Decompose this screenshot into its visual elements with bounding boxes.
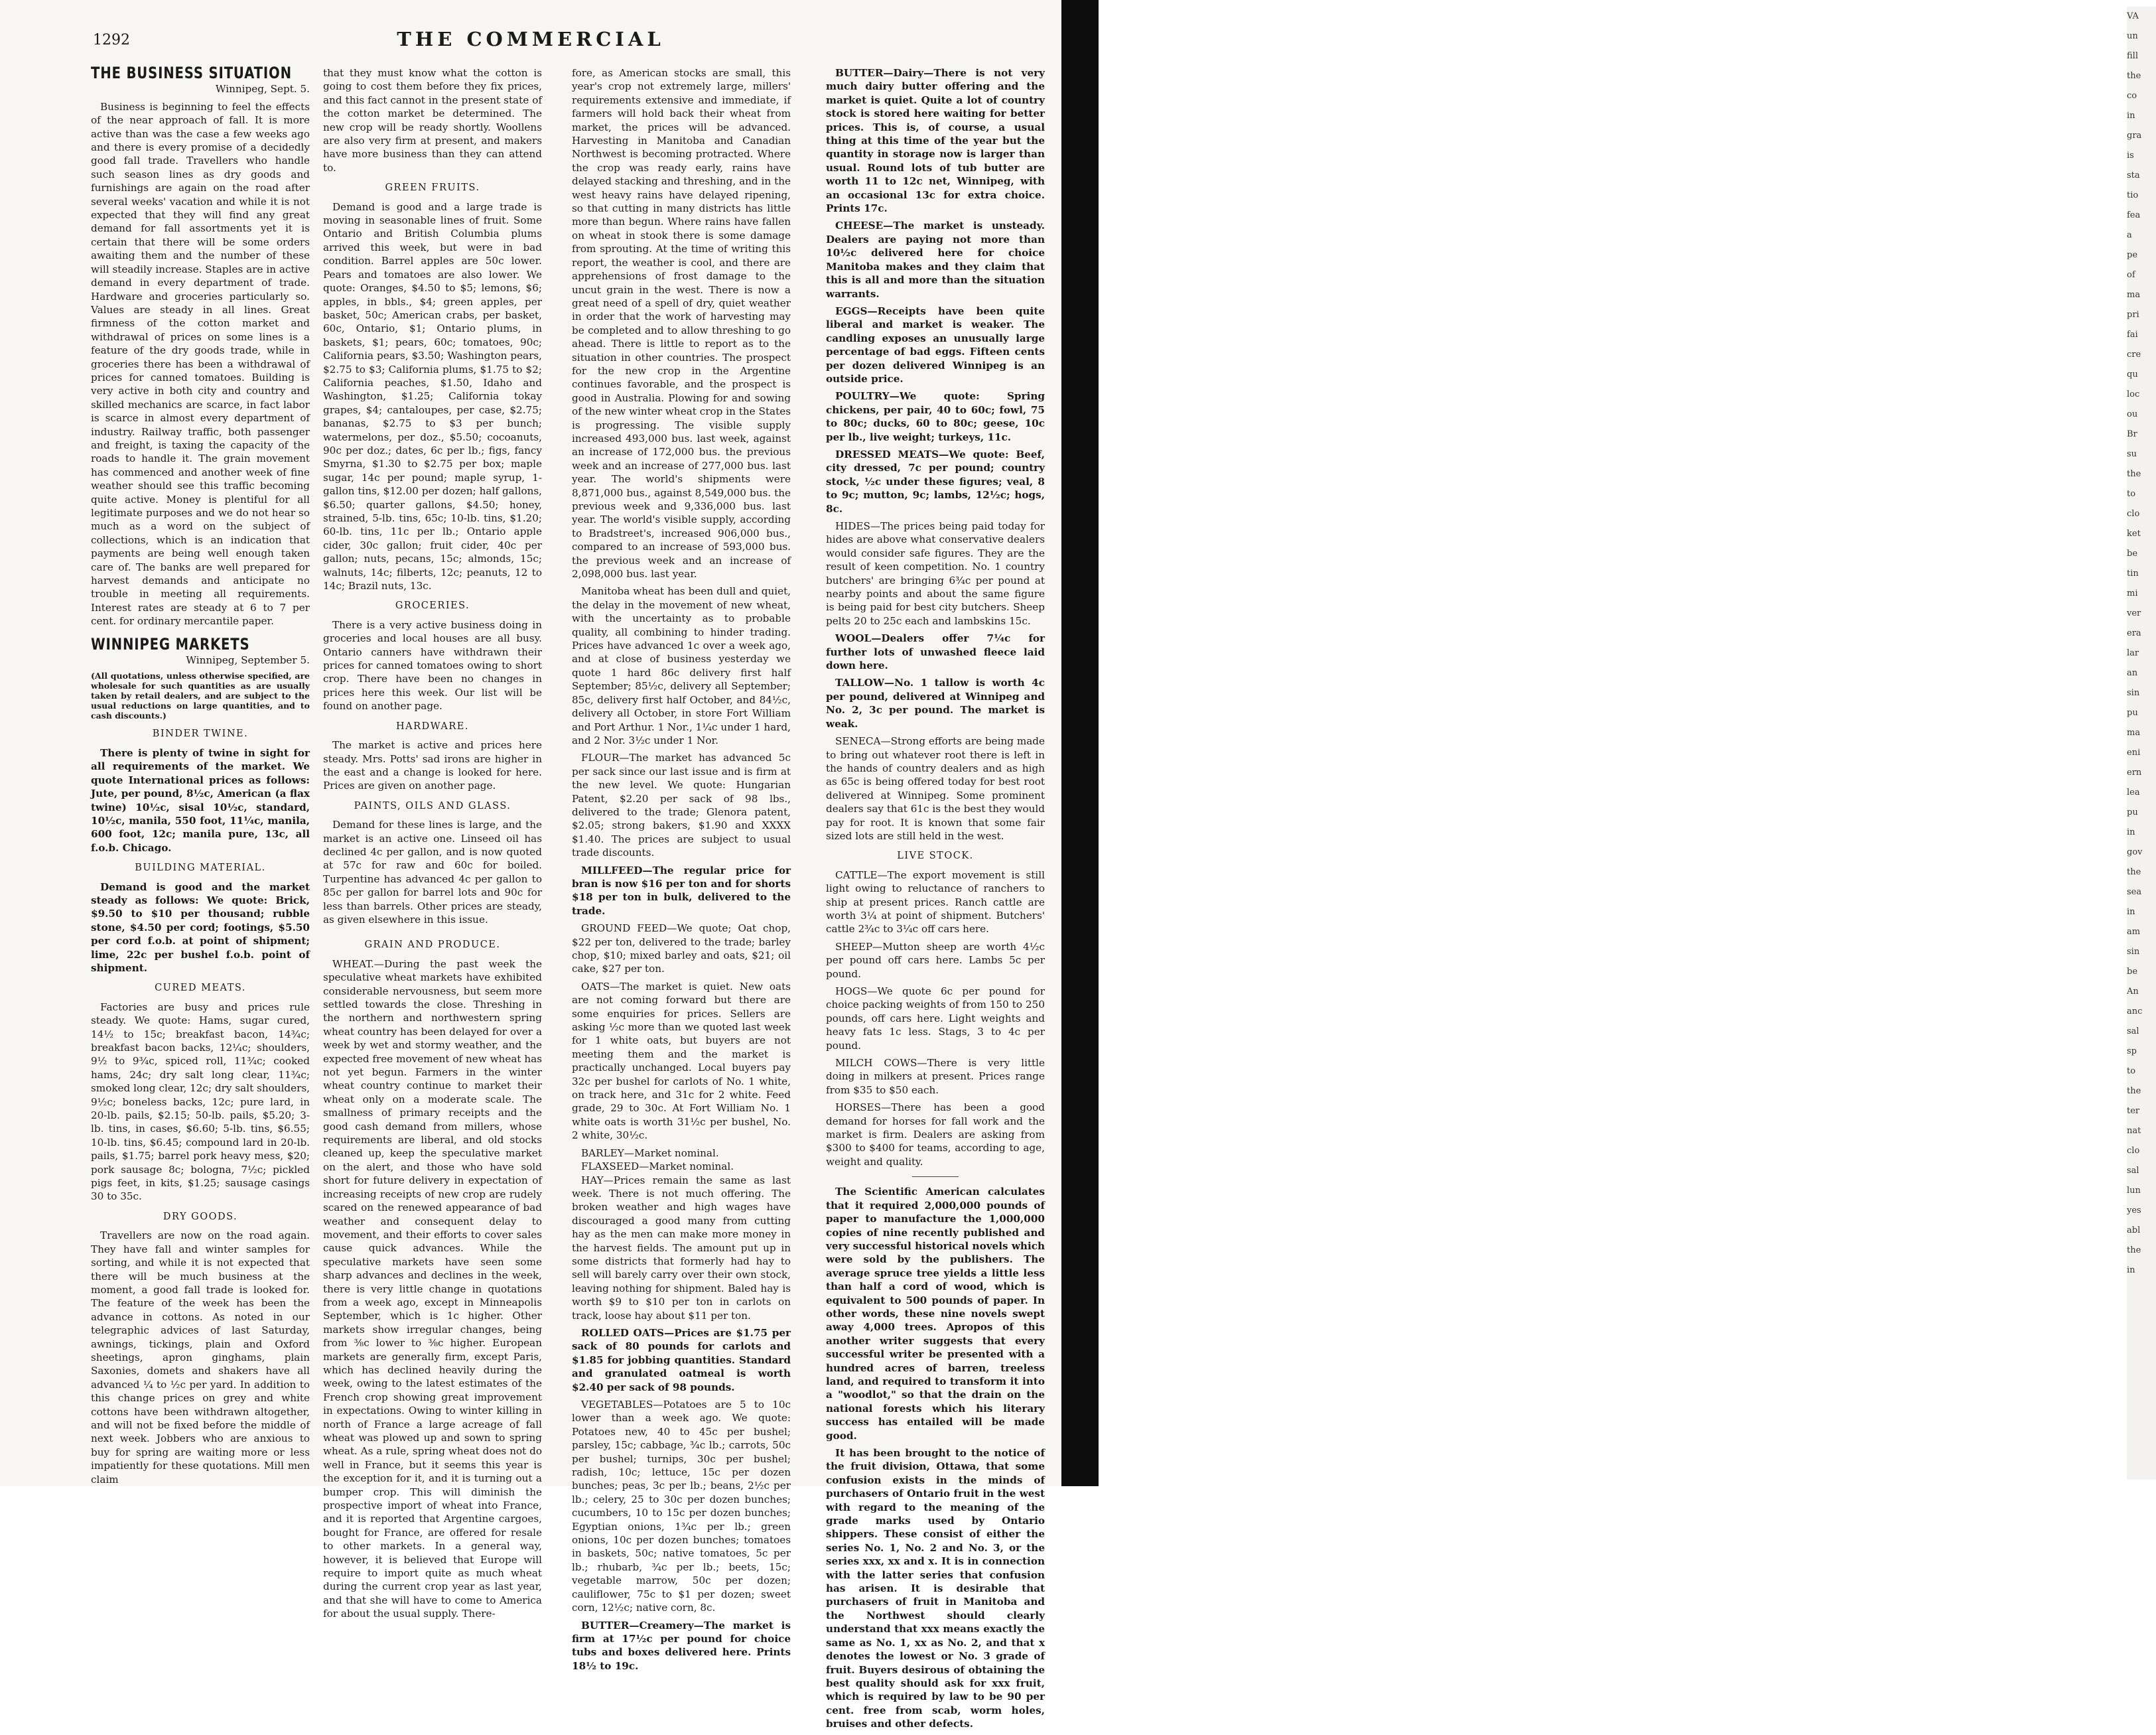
edge-fragment: in xyxy=(2127,1265,2135,1275)
wool-text: WOOL—Dealers offer 7¼c for further lots of unwashed fleece laid down here. xyxy=(826,632,1045,672)
vegetables-text: VEGETABLES—Potatoes are 5 to 10c lower than a week ago. We quote: Potatoes new, 40 to 45c per bushel; parsley, 15c; cabbage, ¾c lb.; carrots, 50c per bushel; turnips, 30c per bushel; radish, 10c; lettuce, 15c per dozen bunches; peas, 3c per lb.; beans, 2½c per lb.; celery, 25 to 30c per dozen bunches; cucumbers, 10 to 15c per dozen bunches; Egyptian onions, 1¾c per lb.; green onions, 10c per dozen bunches; tomatoes in baskets, 50c; native tomatoes, 5c per lb.; rhubarb, ¾c per lb.; beets, 15c; vegetable marrow, 50c per dozen; cauliflower, 75c to $1 per dozen; sweet corn, 12½c; native corn, 8c. xyxy=(572,1399,791,1614)
edge-fragment: pu xyxy=(2127,807,2138,817)
fruit-grades-text: It has been brought to the notice of the fruit division, Ottawa, that some confusion exists in the minds of purchasers of Ontario fruit in the west with regard to the meaning of the grade marks used by Ontario shippers. These consist of either the series No. 1, No. 2 and No. 3, or the series xxx, xx and x. It is in connection with the latter series that confusion has arisen. It is desirable that purchasers of fruit in Manitoba and the Northwest should clearly understand that xxx means exactly the same as No. 1, xx as No. 2, and that x denotes the lowest or No. 3 grade of fruit. Buyers desirous of obtaining the best quality should ask for xxx fruit, which is required by law to be 90 per cent. free from scab, worm holes, bruises and other defects. xyxy=(826,1447,1045,1730)
wheat-continued: fore, as American stocks are small, this year's crop not extremely large, millers' requirements extensive and immediate, if farmers will hold back their wheat from market, the prices will be advanced. Harvesting in Manitoba and Canadian Northwest is becoming protracted. Where the crop was ready early, rains have delayed stacking and threshing, and in the west heavy rains have delayed ripening, so that cutting in many districts has little more than begun. Where rains have fallen on wheat in stook there is some damage from sprouting. At the time of writing this report, the weather is cool, and there are apprehensions of frost damage to the uncut grain in the west. There is now a great need of a spell of dry, quiet weather in order that the work of harvesting may be completed and to allow threshing to go ahead. There is little to report as to the situation in other countries. The prospect for the new crop in the Argentine continues favorable, and the prospect is good in Australia. Plowing for and sowing of the new winter wheat crop in the States is progressing. The visible supply increased 493,000 bus. last week, against an increase of 172,000 bus. the previous week and an increase of 277,000 bus. last year. The world's shipments were 8,871,000 bus., against 8,549,000 bus. the previous week and 9,336,000 bus. last year. The world's visible supply, according to Bradstreet's, increased 906,000 bus., compared to an increase of 593,000 bus. the previous week and an increase of 2,098,000 bus. last year. xyxy=(572,67,791,581)
cheese-text: CHEESE—The market is unsteady. Dealers are paying not more than 10½c delivered here for choice Manitoba makes and they claim that this is all and more than the situation warrants. xyxy=(826,220,1045,300)
groceries-text: There is a very active business doing in groceries and local houses are all busy. Ontario canners have withdrawn their prices for canned tomatoes owing to short crop. There have been no changes in prices here this week. Our list will be found on another page. xyxy=(323,618,542,713)
scan-edge xyxy=(1061,0,2143,1486)
hogs-text: HOGS—We quote 6c per pound for choice packing weights of from 150 to 250 pounds, off cars here. Light weights and heavy fats 1c less. Stags, 3 to 4c per pound. xyxy=(826,985,1045,1052)
butter-dairy-text: BUTTER—Dairy—There is not very much dairy butter offering and the market is quiet. Quite a lot of country stock is stored here waiting for better prices. This is, of course, a usual thing at this time of the year but the quantity in storage now is larger than usual. Round lots of tub butter are worth 11 to 12c net, Winnipeg, with an occasional 13c for extra choice. Prints 17c. xyxy=(826,67,1045,215)
butter-creamery-text: BUTTER—Creamery—The market is firm at 17½c per pound for choice tubs and boxes delivered here. Prints 18½ to 19c. xyxy=(572,1619,791,1672)
edge-fragment: gra xyxy=(2127,131,2142,141)
dateline-markets: Winnipeg, September 5. xyxy=(186,654,310,667)
barley-text: BARLEY—Market nominal. xyxy=(581,1146,719,1159)
edge-fragment: the xyxy=(2127,1086,2141,1096)
edge-fragment: yes xyxy=(2127,1206,2141,1215)
section-heading: BUILDING MATERIAL. xyxy=(135,863,266,874)
column-1 xyxy=(91,66,310,1490)
edge-fragment: fill xyxy=(2127,51,2138,61)
tallow-text: TALLOW—No. 1 tallow is worth 4c per pound, delivered at Winnipeg and No. 2, 3c per pound. The market is weak. xyxy=(826,677,1045,730)
divider-rule xyxy=(912,1176,959,1177)
building-material-text: Demand is good and the market steady as follows: We quote: Brick, $9.50 to $10 per thousand; rubble stone, $4.50 per cord; footings, $5.50 per cord f.o.b. at point of shipment; lime, 22c per bushel f.o.b. point of shipment. xyxy=(91,880,310,974)
column-3 xyxy=(572,66,791,1677)
edge-fragment: the xyxy=(2127,867,2141,877)
section-heading: HARDWARE. xyxy=(396,721,469,732)
edge-fragment: nat xyxy=(2127,1126,2141,1136)
edge-fragment: in xyxy=(2127,907,2135,917)
edge-fragment: to xyxy=(2127,1066,2136,1076)
eggs-text: EGGS—Receipts have been quite liberal and market is weaker. The candling exposes an unusually large percentage of bad eggs. Fifteen cents per dozen delivered Winnipeg is an outside price. xyxy=(826,305,1045,385)
edge-fragment: abl xyxy=(2127,1225,2141,1235)
oats-text: OATS—The market is quiet. New oats are not coming forward but there are some enquiries for prices. Sellers are asking ½c more than we quoted last week for 1 white oats, but buyers are not meeting them and the market is practically unchanged. Local buyers pay 32c per bushel for carlots of No. 1 white, on track here, and 31c for 2 white. Feed grade, 29 to 30c. At Fort William No. 1 white oats is worth 31½c per bushel, No. 2 white, 30½c. xyxy=(572,980,791,1142)
edge-fragment: tin xyxy=(2127,569,2139,579)
paints-text: Demand for these lines is large, and the market is an active one. Linseed oil has declined 4c per gallon, and is now quoted at 57c for raw and 60c for boiled. Turpentine has advanced 4c per gallon to 85c per gallon for barrel lots and 90c for less than barrels. Other prices are steady, as given elsewhere in this issue. xyxy=(323,819,542,926)
milch-cows-text: MILCH COWS—There is very little doing in milkers at present. Prices range from $35 to $50 each. xyxy=(826,1057,1045,1096)
business-situation-title: THE BUSINESS SITUATION xyxy=(91,64,292,82)
edge-fragment: un xyxy=(2127,31,2138,41)
edge-fragment: pu xyxy=(2127,708,2138,718)
dry-goods-text: Travellers are now on the road again. They have fall and winter samples for sorting, and while it is not expected that there will be much business at the moment, a good fall trade is looked for. The feature of the week has been the advance in cottons. As noted in our telegraphic advices of last Saturday, awnings, tickings, plain and Oxford sheetings, apron ginghams, plain Saxonies, domets and shakers have all advanced ¼ to ½c per yard. In addition to this change prices on grey and white cottons have been withdrawn altogether, and will not be fixed before the middle of next week. Jobbers who are anxious to buy for spring are waiting more or less impatiently for these quotations. Mill men claim xyxy=(91,1229,310,1486)
edge-fragment: eni xyxy=(2127,748,2141,758)
edge-fragment: sp xyxy=(2127,1046,2137,1056)
wheat-text: WHEAT.—During the past week the speculative wheat markets have exhibited considerable nervousness, but seem more settled towards the close. Threshing in the northern and northwestern spring wheat country has been delayed for over a week by wet and stormy weather, and the expected free movement of new wheat has not yet begun. Farmers in the winter wheat country continue to market their wheat only on a moderate scale. The smallness of primary receipts and the good cash demand from millers, whose requirements are liberal, and old stocks cleaned up, keep the speculative market on the alert, and those who have sold short for future delivery in expectation of increasing receipts of new crop are rudely scared on the renewed appearance of bad weather and consequent delay to movement, and their efforts to cover sales cause quick advances. While the speculative markets have seen some sharp advances and declines in the week, there is very little change in quotations from a week ago, except in Minneapolis September, which is 1c higher. Other markets show irregular changes, being from ⅜c lower to ⅜c higher. European markets are generally firm, except Paris, which has declined heavily during the week, owing to the latest estimates of the French crop showing great improvement in expectations. Owing to winter killing in north of France a large acreage of fall wheat was plowed up and sown to spring wheat. As a rule, spring wheat does not do well in France, but it seems this year is the exception for it, and it is turning out a bumper crop. This will diminish the prospective import of wheat into France, and it is reported that Argentine cargoes, bought for France, are offered for resale to other markets. In a general way, however, it is believed that Europe will require to import quite as much wheat during the current crop year as last year, and that she will have to come to America for about the usual supply. There- xyxy=(323,957,542,1620)
millfeed-text: MILLFEED—The regular price for bran is now $16 per ton and for shorts $18 per ton in bulk, delivered to the trade. xyxy=(572,864,791,917)
sheep-text: SHEEP—Mutton sheep are worth 4½c per pound off cars here. Lambs 5c per pound. xyxy=(826,940,1045,980)
edge-fragment: is xyxy=(2127,151,2134,161)
section-heading: CURED MEATS. xyxy=(155,983,246,994)
edge-fragment: sta xyxy=(2127,171,2140,180)
section-heading: LIVE STOCK. xyxy=(897,851,974,862)
edge-fragment: in xyxy=(2127,111,2135,121)
dateline: Winnipeg, Sept. 5. xyxy=(215,83,310,96)
scientific-american-text: The Scientific American calculates that it required 2,000,000 pounds of paper to manufacture the 1,000,000 copies of nine recently published and very successful historical novels which were sold by the publishers. The average spruce tree yields a little less than half a cord of wood, which is equivalent to 500 pounds of paper. In other words, these nine novels swept away 4,000 trees. Apropos of this another writer suggests that every successful writer be presented with a hundred acres of barren, treeless land, and required to transform it into a "woodlot," so that the drain on the national forests which his literary success has entailed will be made good. xyxy=(826,1186,1045,1442)
edge-fragment: ter xyxy=(2127,1106,2140,1116)
edge-fragment: lar xyxy=(2127,648,2139,658)
poultry-text: POULTRY—We quote: Spring chickens, per pair, 40 to 60c; fowl, 75 to 80c; ducks, 60 to 80c; geese, 10c per lb., live weight; turkeys, 11c. xyxy=(826,390,1045,443)
edge-fragment: the xyxy=(2127,469,2141,479)
edge-fragment: ou xyxy=(2127,409,2138,419)
edge-fragment: co xyxy=(2127,91,2137,101)
edge-fragment: an xyxy=(2127,668,2138,678)
edge-fragment: ern xyxy=(2127,768,2142,778)
edge-fragment: Br xyxy=(2127,429,2137,439)
rolled-oats-text: ROLLED OATS—Prices are $1.75 per sack of 80 pounds for carlots and $1.85 for jobbing quantities. Standard and granulated oatmeal is worth $2.40 per sack of 98 pounds. xyxy=(572,1326,791,1393)
edge-fragment: to xyxy=(2127,489,2136,499)
flaxseed-text: FLAXSEED—Market nominal. xyxy=(581,1160,734,1173)
section-heading: BINDER TWINE. xyxy=(152,729,249,740)
edge-fragment: clo xyxy=(2127,1146,2140,1156)
hardware-text: The market is active and prices here steady. Mrs. Potts' sad irons are higher in the east and a change is looked for here. Prices are given on another page. xyxy=(323,739,542,792)
edge-fragment: pe xyxy=(2127,250,2138,260)
page-header xyxy=(0,27,1061,53)
edge-fragment: mi xyxy=(2127,589,2138,598)
cattle-text: CATTLE—The export movement is still light owing to reluctance of ranchers to ship at present prices. Ranch cattle are worth 3¼ at point of shipment. Butchers' cattle 2¾c to 3¼c off cars here. xyxy=(826,868,1045,936)
edge-fragment: lea xyxy=(2127,788,2140,798)
column-2 xyxy=(323,66,542,1625)
edge-fragment: sal xyxy=(2127,1166,2139,1176)
edge-fragment: lun xyxy=(2127,1186,2141,1196)
edge-fragment: gov xyxy=(2127,847,2143,857)
edge-fragment: sea xyxy=(2127,887,2142,897)
edge-fragment: sal xyxy=(2127,1026,2139,1036)
edge-fragment: fai xyxy=(2127,330,2138,340)
cured-meats-text: Factories are busy and prices rule steady. We quote: Hams, sugar cured, 14½ to 15c; breakfast bacon, 14¾c; breakfast bacon backs, 12¼c; shoulders, 9½ to 9¾c, spiced roll, 11¾c; cooked hams, 24c; dry salt long clear, 11¾c; smoked long clear, 12c; dry salt shoulders, 9½c; boneless backs, 12c; pure lard, in 20-lb. pails, $2.15; 50-lb. pails, $5.20; 3-lb. tins, in cases, $6.60; 5-lb. tins, $6.55; 10-lb. tins, $6.45; compound lard in 20-lb. pails, $1.75; barrel pork heavy mess, $20; pork sausage 8c; bologna, 7½c; pickled pigs feet, in kits, $1.25; sausage casings 30 to 35c. xyxy=(91,1001,310,1203)
ground-feed-text: GROUND FEED—We quote; Oat chop, $22 per ton, delivered to the trade; barley chop, $10; mixed barley and oats, $21; oil cake, $27 per ton. xyxy=(572,922,791,975)
flour-text: FLOUR—The market has advanced 5c per sack since our last issue and is firm at the new level. We quote: Hungarian Patent, $2.20 per sack of 98 lbs., delivered to the trade; Glenora patent, $2.05; strong bakers, $1.90 and XXXX $1.40. The prices are subject to usual trade discounts. xyxy=(572,752,791,859)
hides-text: HIDES—The prices being paid today for hides are above what conservative dealers would consider safe figures. They are the result of keen competition. No. 1 country butchers' are bringing 6¾c per pound at nearby points and about the same figure is being paid for best city butchers. Sheep pelts 20 to 25c each and lambskins 15c. xyxy=(826,520,1045,627)
edge-fragment: An xyxy=(2127,987,2139,997)
hay-text: HAY—Prices remain the same as last week. There is not much offering. The broken weather and high wages have discouraged a good many from cutting hay as the men can make more money in the harvest fields. The amount put up in some districts that formerly had hay to sell will barely carry over their own stock, leaving nothing for shipment. Baled hay is worth $9 to $10 per ton in carlots on track, loose hay about $11 per ton. xyxy=(572,1174,791,1322)
section-heading: GROCERIES. xyxy=(395,600,470,612)
edge-fragment: be xyxy=(2127,549,2138,559)
edge-fragment: tio xyxy=(2127,190,2139,200)
edge-fragment: VA xyxy=(2127,11,2139,21)
edge-fragment: era xyxy=(2127,628,2141,638)
quotations-note: (All quotations, unless otherwise specified, are wholesale for such quantities as are usually taken by retail dealers, and are subject to the usual reductions on large quantities, and to cash discounts.) xyxy=(91,671,310,721)
edge-fragment: ma xyxy=(2127,728,2141,738)
edge-fragment: ver xyxy=(2127,608,2141,618)
edge-fragment: in xyxy=(2127,827,2135,837)
edge-fragment: ma xyxy=(2127,290,2141,300)
edge-fragment: pri xyxy=(2127,310,2139,320)
horses-text: HORSES—There has been a good demand for horses for fall work and the market is firm. Dealers are asking from $300 to $400 for teams, according to age, weight and quality. xyxy=(826,1101,1045,1168)
edge-fragment: fea xyxy=(2127,210,2141,220)
green-fruits-text: Demand is good and a large trade is moving in seasonable lines of fruit. Some Ontario and British Columbia plums arrived this week, but were in bad condition. Barrel apples are 50c lower. Pears and tomatoes are also lower. We quote: Oranges, $4.50 to $5; lemons, $6; apples, in bbls., $4; green apples, per basket, 50c; American crabs, per basket, 60c, Ontario, $1; Ontario plums, in baskets, $1; pears, 60c; tomatoes, 90c; California pears, $3.50; Washington pears, $2.75 to $3; California plums, $1.75 to $2; California peaches, $1.50, Idaho and Washington, $1.25; California tokay grapes, $4; cantaloupes, per case, $2.75; bananas, $2.75 to $3 per bunch; watermelons, per doz., $5.50; cocoanuts, 90c per doz.; dates, 6c per lb.; figs, fancy Smyrna, $1.30 to $2.75 per box; maple sugar, 14c per pound; maple syrup, 1-gallon tins, $12.00 per dozen; half gallons, $6.50; quarter gallons, $4.50; honey, strained, 5-lb. tins, 65c; 10-lb. tins, $1.20; 60-lb. tins, 11c per lb.; Ontario apple cider, 30c gallon; fruit cider, 40c per gallon; nuts, pecans, 15c; almonds, 15c; walnuts, 14c; filberts, 12c; peanuts, 12 to 14c; Brazil nuts, 13c. xyxy=(323,200,542,592)
section-heading: GREEN FRUITS. xyxy=(385,182,480,194)
section-heading: GRAIN AND PRODUCE. xyxy=(364,939,501,951)
column-4 xyxy=(826,66,1045,1735)
seneca-text: SENECA—Strong efforts are being made to bring out whatever root there is left in the hands of country dealers and as high as 65c is being offered today for best root delivered at Winnipeg. Some prominent dealers say that 61c is the best they would pay for root. It is known that some fair sized lots are still held in the west. xyxy=(826,735,1045,842)
edge-fragment: sin xyxy=(2127,947,2140,957)
dry-goods-continued: that they must know what the cotton is going to cost them before they fix prices, and this fact cannot in the present state of the cotton market be determined. The new crop will be ready shortly. Woollens are also very firm at present, and makers have more business than they can attend to. xyxy=(323,67,542,174)
business-situation-text: Business is beginning to feel the effects of the near approach of fall. It is more active than was the case a few weeks ago and there is every promise of a decidedly good fall trade. Travellers who handle such season lines as dry goods and furnishings are again on the road after several weeks' vacation and while it is not expected that they will find any great demand for fall assortments yet it is certain that there will be some orders awaiting them and the number of these will steadily increase. Staples are in active demand in every department of trade. Hardware and groceries particularly so. Values are steady in all lines. Great firmness of the cotton market and withdrawal of prices on some lines is a feature of the dry goods trade, while in groceries there has been a withdrawal of prices for canned tomatoes. Building is very active in both city and country and skilled mechanics are scarce, in fact labor is scarce in almost every department of industry. Railway traffic, both passenger and freight, is taxing the capacity of the roads to handle it. The grain movement has commenced and another week of fine weather should see this traffic becoming quite active. Money is plentiful for all legitimate purposes and we do not hear so much as a word on the subject of collections, which is an indication that payments are being well enough taken care of. The banks are well prepared for harvest demands and anticipate no trouble in meeting all requirements. Interest rates are steady at 6 to 7 per cent. for ordinary mercantile paper. xyxy=(91,100,310,628)
masthead: THE COMMERCIAL xyxy=(397,28,665,50)
manitoba-wheat-text: Manitoba wheat has been dull and quiet, the delay in the movement of new wheat, with the uncertainty as to probable quality, all combining to hinder trading. Prices have advanced 1c over a week ago, and at close of business yesterday we quote 1 hard 86c delivery first half September; 85½c, delivery all September; 85c, delivery first half October, and 84½c, delivery all October, in store Fort William and Port Arthur. 1 Nor., 1¼c under 1 hard, and 2 Nor. 3½c under 1 Nor. xyxy=(572,585,791,746)
winnipeg-markets-title: WINNIPEG MARKETS xyxy=(91,634,250,654)
edge-fragment: sin xyxy=(2127,688,2140,698)
edge-fragment: cre xyxy=(2127,350,2141,360)
page-number: 1292 xyxy=(93,32,130,48)
edge-fragment: am xyxy=(2127,927,2141,937)
section-heading: DRY GOODS. xyxy=(163,1211,238,1222)
edge-fragment: anc xyxy=(2127,1006,2143,1016)
edge-fragment: clo xyxy=(2127,509,2140,519)
edge-fragment: be xyxy=(2127,967,2138,977)
binder-twine-text: There is plenty of twine in sight for all requirements of the market. We quote International prices as follows: Jute, per pound, 8½c, American (a flax twine) 10½c, sisal 10½c, standard, 10½c, manila, 550 foot, 11¼c, manila, 600 foot, 12c; manila pure, 13c, all f.o.b. Chicago. xyxy=(91,746,310,854)
edge-fragment: the xyxy=(2127,1245,2141,1255)
newspaper-page xyxy=(0,0,1061,1730)
edge-fragment: su xyxy=(2127,449,2137,459)
edge-fragment: ket xyxy=(2127,529,2141,539)
adjacent-page-fragment xyxy=(2127,7,2156,1480)
edge-fragment: a xyxy=(2127,230,2132,240)
edge-fragment: loc xyxy=(2127,389,2140,399)
edge-fragment: the xyxy=(2127,71,2141,81)
dressed-meats-text: DRESSED MEATS—We quote: Beef, city dressed, 7c per pound; country stock, ½c under these figures; veal, 8 to 9c; mutton, 9c; lambs, 12½c; hogs, 8c. xyxy=(826,448,1045,515)
edge-fragment: qu xyxy=(2127,370,2138,380)
edge-fragment: of xyxy=(2127,270,2135,280)
section-heading: PAINTS, OILS AND GLASS. xyxy=(354,800,511,811)
